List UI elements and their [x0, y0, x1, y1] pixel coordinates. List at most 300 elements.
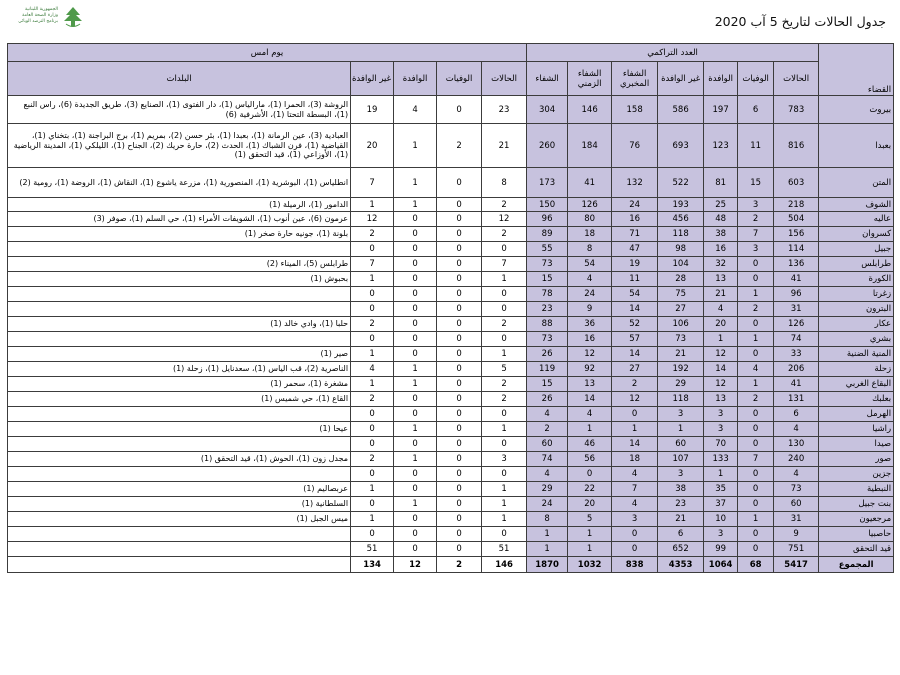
- cell-y-deaths: 0: [437, 272, 482, 287]
- cell-y-deaths: 0: [437, 467, 482, 482]
- cell-cases: 218: [774, 198, 819, 212]
- cell-cases: 60: [774, 497, 819, 512]
- cell-recovered-lab: 16: [612, 212, 658, 227]
- cell-non-imported: 652: [658, 542, 704, 557]
- cell-recovered-lab: 18: [612, 452, 658, 467]
- cell-y-non-imported: 0: [351, 242, 394, 257]
- cell-deaths: 0: [738, 257, 774, 272]
- cell-district: البقاع الغربي: [819, 377, 894, 392]
- col-header-cases: الحالات: [774, 62, 819, 96]
- cell-recovered-clinical: 22: [568, 482, 612, 497]
- cell-y-cases: 0: [482, 437, 527, 452]
- table-row: [8, 257, 894, 272]
- cell-recovered-clinical: 1: [568, 542, 612, 557]
- cell-recovered-clinical: 14: [568, 392, 612, 407]
- cell-y-cases: 0: [482, 527, 527, 542]
- table-row: [8, 422, 894, 437]
- cell-y-cases: 1: [482, 482, 527, 497]
- cell-recovered-lab: 47: [612, 242, 658, 257]
- cell-towns: [8, 542, 351, 557]
- cell-recovered: 15: [527, 377, 568, 392]
- cell-recovered: 4: [527, 407, 568, 422]
- cell-deaths: 7: [738, 227, 774, 242]
- cell-recovered-lab: 14: [612, 347, 658, 362]
- cell-cases: 783: [774, 96, 819, 124]
- cell-y-imported: 4: [394, 96, 437, 124]
- cell-y-cases: 0: [482, 302, 527, 317]
- cell-imported: 12: [704, 347, 738, 362]
- cell-y-cases: 3: [482, 452, 527, 467]
- group-header-cumulative: العدد التراكمي: [527, 44, 819, 62]
- table-row: [8, 317, 894, 332]
- cell-deaths: 0: [738, 272, 774, 287]
- cell-recovered-clinical: 92: [568, 362, 612, 377]
- cell-towns: حلبا (1)، وادي خالد (1): [8, 317, 351, 332]
- cell-non-imported: 106: [658, 317, 704, 332]
- cell-y-deaths: 0: [437, 168, 482, 198]
- cell-recovered: 26: [527, 347, 568, 362]
- cell-recovered-lab: 0: [612, 527, 658, 542]
- cell-cases: 73: [774, 482, 819, 497]
- cell-cases: 41: [774, 272, 819, 287]
- cell-recovered: 73: [527, 257, 568, 272]
- cell-deaths: 1: [738, 377, 774, 392]
- cell-y-non-imported: 0: [351, 467, 394, 482]
- col-header-y-non-imported: غير الوافدة: [351, 62, 394, 96]
- cell-deaths: 0: [738, 437, 774, 452]
- cell-district: جزين: [819, 467, 894, 482]
- cell-y-imported: 0: [394, 227, 437, 242]
- cell-imported: 70: [704, 437, 738, 452]
- cell-non-imported: 27: [658, 302, 704, 317]
- cell-y-non-imported: 0: [351, 302, 394, 317]
- cell-recovered-clinical: 16: [568, 332, 612, 347]
- cell-imported: 21: [704, 287, 738, 302]
- cell-imported: 81: [704, 168, 738, 198]
- cases-table: [7, 43, 894, 573]
- cell-recovered-clinical: 20: [568, 497, 612, 512]
- cell-recovered-clinical: 4: [568, 407, 612, 422]
- cell-imported: 133: [704, 452, 738, 467]
- cell-towns: [8, 467, 351, 482]
- cell-y-imported: 0: [394, 272, 437, 287]
- cell-y-non-imported: 0: [351, 332, 394, 347]
- cell-imported: 1: [704, 467, 738, 482]
- cell-cases: 4: [774, 467, 819, 482]
- table-row: [8, 542, 894, 557]
- cell-y-deaths: 2: [437, 557, 482, 573]
- logo-line-3: برنامج الترصد الوبائي: [18, 19, 58, 24]
- cell-y-non-imported: 0: [351, 437, 394, 452]
- cell-cases: 6: [774, 407, 819, 422]
- cell-y-imported: 0: [394, 317, 437, 332]
- cell-recovered: 1: [527, 527, 568, 542]
- cell-cases: 31: [774, 302, 819, 317]
- cell-y-imported: 1: [394, 198, 437, 212]
- cell-cases: 504: [774, 212, 819, 227]
- cell-y-imported: 0: [394, 212, 437, 227]
- cell-recovered: 150: [527, 198, 568, 212]
- cell-deaths: 0: [738, 527, 774, 542]
- cell-y-cases: 21: [482, 124, 527, 168]
- cell-non-imported: 104: [658, 257, 704, 272]
- cell-towns: السلطانية (1): [8, 497, 351, 512]
- cell-y-deaths: 0: [437, 542, 482, 557]
- cell-district: الكورة: [819, 272, 894, 287]
- cell-imported: 14: [704, 362, 738, 377]
- cell-district: مرجعيون: [819, 512, 894, 527]
- cell-y-imported: 0: [394, 302, 437, 317]
- cell-district: الشوف: [819, 198, 894, 212]
- cell-y-cases: 2: [482, 317, 527, 332]
- cell-y-non-imported: 0: [351, 287, 394, 302]
- table-row: [8, 392, 894, 407]
- cell-imported: 197: [704, 96, 738, 124]
- cell-y-deaths: 0: [437, 512, 482, 527]
- cell-y-deaths: 0: [437, 377, 482, 392]
- cell-recovered-clinical: 8: [568, 242, 612, 257]
- cell-non-imported: 60: [658, 437, 704, 452]
- cell-imported: 3: [704, 422, 738, 437]
- cell-y-deaths: 0: [437, 452, 482, 467]
- cell-imported: 13: [704, 392, 738, 407]
- cell-towns: [8, 407, 351, 422]
- cell-towns: انطلياس (1)، البوشرية (1)، المنصورية (1)، مزرعة ياشوع (1)، النقاش (1)، الروضة (1)، رومية (2): [8, 168, 351, 198]
- cell-non-imported: 4353: [658, 557, 704, 573]
- cell-y-deaths: 0: [437, 437, 482, 452]
- cell-recovered: 4: [527, 467, 568, 482]
- cell-imported: 38: [704, 227, 738, 242]
- table-row: [8, 302, 894, 317]
- cell-non-imported: 193: [658, 198, 704, 212]
- cell-y-non-imported: 1: [351, 198, 394, 212]
- cell-non-imported: 586: [658, 96, 704, 124]
- cell-recovered-clinical: 36: [568, 317, 612, 332]
- cell-cases: 240: [774, 452, 819, 467]
- cell-y-deaths: 0: [437, 287, 482, 302]
- cell-district: الهرمل: [819, 407, 894, 422]
- cell-non-imported: 6: [658, 527, 704, 542]
- cell-deaths: 7: [738, 452, 774, 467]
- cell-y-cases: 12: [482, 212, 527, 227]
- cell-y-cases: 0: [482, 332, 527, 347]
- cell-recovered: 88: [527, 317, 568, 332]
- cell-y-deaths: 0: [437, 302, 482, 317]
- cell-non-imported: 3: [658, 467, 704, 482]
- cell-towns: العبادية (3)، عين الرمانة (1)، بعبدا (1)، بئر حسن (2)، بمريم (1)، برج البراجنة (1)، بتخناي (1)، القياضية (1)، فرن الشباك (1)، الحدث (2)، حارة حريك (2)، الجناح (1)، الليلكي (1)، المدينة الرياضية (1)، الأوزاعي (1)، قيد التحقق (1): [8, 124, 351, 168]
- cell-recovered-clinical: 41: [568, 168, 612, 198]
- cell-deaths: 1: [738, 287, 774, 302]
- cell-recovered-clinical: 0: [568, 467, 612, 482]
- table-row: [8, 377, 894, 392]
- cell-cases: 603: [774, 168, 819, 198]
- cell-towns: [8, 557, 351, 573]
- cell-district: صور: [819, 452, 894, 467]
- cell-recovered-lab: 0: [612, 542, 658, 557]
- cell-towns: عيحا (1): [8, 422, 351, 437]
- cell-recovered: 8: [527, 512, 568, 527]
- cell-deaths: 15: [738, 168, 774, 198]
- cell-recovered-lab: 0: [612, 407, 658, 422]
- table-row: [8, 407, 894, 422]
- cell-imported: 99: [704, 542, 738, 557]
- cell-recovered-lab: 71: [612, 227, 658, 242]
- cell-deaths: 0: [738, 482, 774, 497]
- cell-y-deaths: 0: [437, 362, 482, 377]
- cell-towns: [8, 287, 351, 302]
- cell-y-deaths: 0: [437, 347, 482, 362]
- cell-y-imported: 0: [394, 482, 437, 497]
- cell-recovered-lab: 132: [612, 168, 658, 198]
- cell-y-imported: 1: [394, 452, 437, 467]
- table-row: [8, 96, 894, 124]
- cell-recovered-clinical: 46: [568, 437, 612, 452]
- table-row: [8, 168, 894, 198]
- cell-y-cases: 1: [482, 272, 527, 287]
- cell-non-imported: 118: [658, 227, 704, 242]
- cell-cases: 5417: [774, 557, 819, 573]
- cell-recovered-lab: 3: [612, 512, 658, 527]
- cell-y-imported: 0: [394, 287, 437, 302]
- cell-y-imported: 1: [394, 377, 437, 392]
- cell-y-deaths: 0: [437, 227, 482, 242]
- cell-towns: عربصاليم (1): [8, 482, 351, 497]
- cell-y-non-imported: 4: [351, 362, 394, 377]
- cell-y-non-imported: 2: [351, 452, 394, 467]
- cell-cases: 41: [774, 377, 819, 392]
- cell-recovered: 15: [527, 272, 568, 287]
- cell-recovered-clinical: 56: [568, 452, 612, 467]
- cell-cases: 33: [774, 347, 819, 362]
- cedar-tree-icon: [62, 6, 84, 28]
- cell-recovered: 2: [527, 422, 568, 437]
- cell-district: بنت جبيل: [819, 497, 894, 512]
- cell-y-deaths: 0: [437, 212, 482, 227]
- cell-y-deaths: 0: [437, 317, 482, 332]
- cell-y-non-imported: 51: [351, 542, 394, 557]
- cell-recovered-lab: 76: [612, 124, 658, 168]
- cell-y-deaths: 2: [437, 124, 482, 168]
- cell-district: راشيا: [819, 422, 894, 437]
- cell-deaths: 6: [738, 96, 774, 124]
- cell-y-deaths: 0: [437, 392, 482, 407]
- cell-y-cases: 0: [482, 407, 527, 422]
- cell-deaths: 0: [738, 407, 774, 422]
- cell-y-cases: 0: [482, 467, 527, 482]
- col-header-recovered-clinical: الشفاء الزمني: [568, 62, 612, 96]
- cell-towns: [8, 242, 351, 257]
- cell-imported: 4: [704, 302, 738, 317]
- cell-recovered: 60: [527, 437, 568, 452]
- cell-recovered: 89: [527, 227, 568, 242]
- table-row: [8, 124, 894, 168]
- table-row: [8, 437, 894, 452]
- cell-recovered-clinical: 18: [568, 227, 612, 242]
- col-header-deaths: الوفيات: [738, 62, 774, 96]
- cell-y-deaths: 0: [437, 198, 482, 212]
- cell-imported: 16: [704, 242, 738, 257]
- cell-recovered-clinical: 13: [568, 377, 612, 392]
- cell-recovered-lab: 14: [612, 302, 658, 317]
- cell-district: زغرتا: [819, 287, 894, 302]
- table-row: [8, 362, 894, 377]
- cell-y-imported: 12: [394, 557, 437, 573]
- cell-recovered: 260: [527, 124, 568, 168]
- cell-district: جبيل: [819, 242, 894, 257]
- cell-y-non-imported: 0: [351, 527, 394, 542]
- cell-district: المتن: [819, 168, 894, 198]
- cell-towns: الروشة (3)، الحمرا (1)، مارالياس (1)، دار الفتوى (1)، الصنايع (3)، طريق الجديدة (6)، راس النبع (1)، البسطة التحتا (1)، الأشرفية (6): [8, 96, 351, 124]
- cell-district: صيدا: [819, 437, 894, 452]
- cell-y-deaths: 0: [437, 527, 482, 542]
- cell-recovered-clinical: 126: [568, 198, 612, 212]
- group-header-yesterday: يوم امس: [8, 44, 527, 62]
- cell-recovered-clinical: 146: [568, 96, 612, 124]
- cell-recovered-lab: 7: [612, 482, 658, 497]
- cell-imported: 123: [704, 124, 738, 168]
- cell-recovered-clinical: 54: [568, 257, 612, 272]
- cell-recovered-lab: 52: [612, 317, 658, 332]
- cell-deaths: 4: [738, 362, 774, 377]
- cell-imported: 20: [704, 317, 738, 332]
- cell-recovered-clinical: 9: [568, 302, 612, 317]
- col-header-y-cases: الحالات: [482, 62, 527, 96]
- cell-y-cases: 0: [482, 287, 527, 302]
- cell-deaths: 0: [738, 317, 774, 332]
- cell-non-imported: 118: [658, 392, 704, 407]
- cell-non-imported: 456: [658, 212, 704, 227]
- cell-non-imported: 38: [658, 482, 704, 497]
- col-header-non-imported: غير الوافدة: [658, 62, 704, 96]
- cell-recovered-lab: 14: [612, 437, 658, 452]
- table-row: [8, 482, 894, 497]
- cell-district: قيد التحقق: [819, 542, 894, 557]
- cell-imported: 32: [704, 257, 738, 272]
- cell-cases: 751: [774, 542, 819, 557]
- cell-non-imported: 522: [658, 168, 704, 198]
- cell-y-imported: 0: [394, 527, 437, 542]
- logo-line-1: الجمهورية اللبنانية: [24, 7, 58, 12]
- table-row: [8, 452, 894, 467]
- cell-y-non-imported: 7: [351, 168, 394, 198]
- cell-deaths: 0: [738, 497, 774, 512]
- cell-recovered: 1: [527, 542, 568, 557]
- cell-y-imported: 0: [394, 542, 437, 557]
- cell-y-cases: 146: [482, 557, 527, 573]
- cell-y-imported: 0: [394, 467, 437, 482]
- cell-imported: 35: [704, 482, 738, 497]
- col-header-imported: الوافدة: [704, 62, 738, 96]
- cell-y-imported: 1: [394, 362, 437, 377]
- cell-recovered-clinical: 80: [568, 212, 612, 227]
- cell-deaths: 1: [738, 512, 774, 527]
- cell-y-non-imported: 2: [351, 227, 394, 242]
- cell-non-imported: 1: [658, 422, 704, 437]
- cell-y-non-imported: 1: [351, 512, 394, 527]
- cell-y-cases: 2: [482, 377, 527, 392]
- cell-district: عكار: [819, 317, 894, 332]
- cell-y-non-imported: 7: [351, 257, 394, 272]
- table-row: [8, 272, 894, 287]
- cell-recovered: 78: [527, 287, 568, 302]
- cell-imported: 12: [704, 377, 738, 392]
- cell-y-deaths: 0: [437, 422, 482, 437]
- cell-y-deaths: 0: [437, 242, 482, 257]
- col-header-y-deaths: الوفيات: [437, 62, 482, 96]
- cell-deaths: 0: [738, 467, 774, 482]
- cell-recovered-lab: 57: [612, 332, 658, 347]
- cell-towns: [8, 302, 351, 317]
- cell-recovered-lab: 4: [612, 497, 658, 512]
- cell-y-non-imported: 2: [351, 392, 394, 407]
- cell-y-deaths: 0: [437, 257, 482, 272]
- cell-recovered: 1870: [527, 557, 568, 573]
- cell-district: بعبدا: [819, 124, 894, 168]
- cell-non-imported: 21: [658, 347, 704, 362]
- cell-imported: 25: [704, 198, 738, 212]
- cell-y-cases: 23: [482, 96, 527, 124]
- cell-towns: بلونة (1)، جونيه حارة صخر (1): [8, 227, 351, 242]
- cell-recovered-lab: 2: [612, 377, 658, 392]
- logo-line-2: وزارة الصحة العامة: [22, 13, 58, 18]
- cell-y-non-imported: 0: [351, 497, 394, 512]
- cell-towns: [8, 527, 351, 542]
- cell-imported: 3: [704, 407, 738, 422]
- cell-y-deaths: 0: [437, 497, 482, 512]
- cell-y-non-imported: 20: [351, 124, 394, 168]
- cell-non-imported: 21: [658, 512, 704, 527]
- cell-recovered: 74: [527, 452, 568, 467]
- cell-non-imported: 98: [658, 242, 704, 257]
- cell-y-imported: 1: [394, 124, 437, 168]
- cell-non-imported: 28: [658, 272, 704, 287]
- cell-cases: 131: [774, 392, 819, 407]
- cell-y-non-imported: 0: [351, 407, 394, 422]
- cell-district: بيروت: [819, 96, 894, 124]
- cell-cases: 206: [774, 362, 819, 377]
- cell-towns: [8, 332, 351, 347]
- cell-imported: 10: [704, 512, 738, 527]
- cell-recovered-lab: 1: [612, 422, 658, 437]
- cell-towns: الدامور (1)، الرميلة (1): [8, 198, 351, 212]
- cell-y-non-imported: 12: [351, 212, 394, 227]
- cell-non-imported: 693: [658, 124, 704, 168]
- cell-recovered-clinical: 24: [568, 287, 612, 302]
- cell-towns: مشغرة (1)، سحمر (1): [8, 377, 351, 392]
- cell-recovered: 119: [527, 362, 568, 377]
- cell-district: بشري: [819, 332, 894, 347]
- cell-recovered-clinical: 12: [568, 347, 612, 362]
- table-row: [8, 287, 894, 302]
- cell-y-imported: 0: [394, 392, 437, 407]
- cell-recovered-clinical: 4: [568, 272, 612, 287]
- cell-non-imported: 73: [658, 332, 704, 347]
- table-row: [8, 242, 894, 257]
- cell-y-non-imported: 19: [351, 96, 394, 124]
- cell-district: كسروان: [819, 227, 894, 242]
- cell-cases: 136: [774, 257, 819, 272]
- cell-deaths: 1: [738, 332, 774, 347]
- cell-district: البترون: [819, 302, 894, 317]
- cell-y-cases: 2: [482, 227, 527, 242]
- cell-y-imported: 1: [394, 422, 437, 437]
- cell-y-non-imported: 1: [351, 347, 394, 362]
- cell-district: بعلبك: [819, 392, 894, 407]
- cell-imported: 3: [704, 527, 738, 542]
- cell-y-cases: 5: [482, 362, 527, 377]
- cell-deaths: 11: [738, 124, 774, 168]
- cell-towns: مجدل زون (1)، الحوش (1)، قيد التحقق (1): [8, 452, 351, 467]
